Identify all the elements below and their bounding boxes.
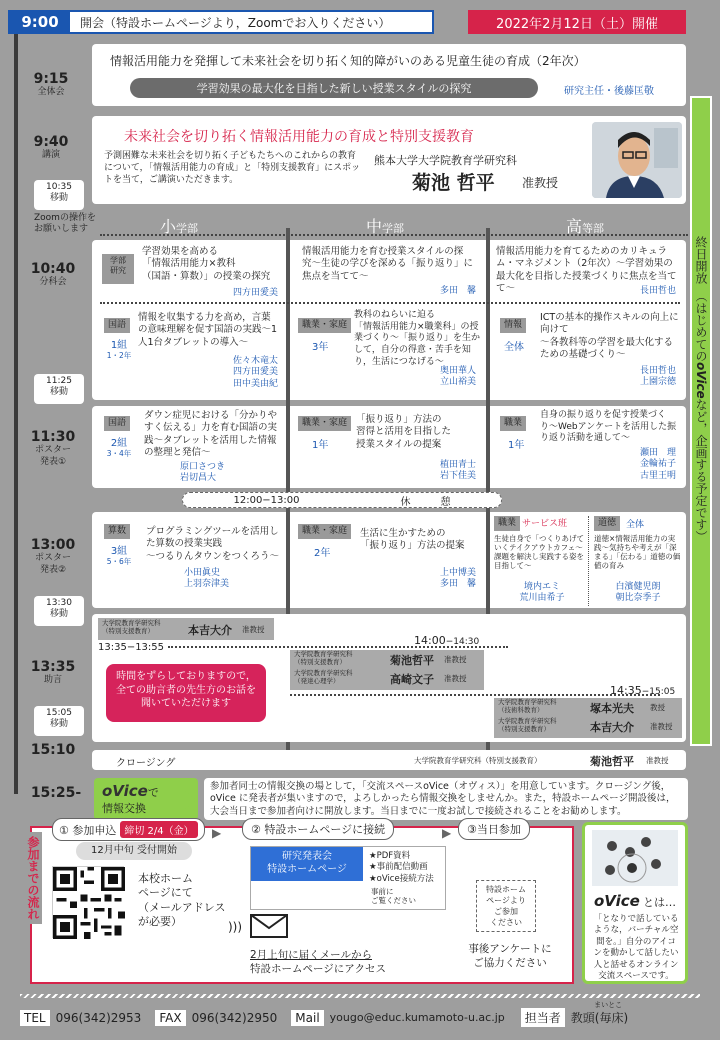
s1-mid-names: 多田 馨 [439, 286, 476, 296]
p2-elem-names: 小田眞史 上羽奈津美 [184, 568, 230, 590]
time-1130: 11:30 ポスター 発表① [30, 429, 76, 467]
lecture-rank: 准教授 [522, 176, 559, 190]
lunch-label: 休 憩 [400, 496, 451, 508]
col-separator-p1b [486, 406, 490, 488]
time-0940: 9:40 講演 [33, 134, 69, 161]
p2-high-job-tag: 職業 [494, 516, 520, 531]
flow-arrow-1: ▶ [212, 826, 222, 840]
p2-elem-tag: 算数 [104, 524, 130, 539]
col-elementary-header: 小学部 [160, 217, 199, 236]
contact-ruby: まいとこ [594, 1001, 623, 1009]
p2-mid-title: 生活に生かすための 「振り返り」方法の提案 [360, 528, 465, 552]
p2-high-moral-tag: 道徳 [594, 516, 620, 531]
p2-high-moral-names: 白濱健児朗 朝比奈季子 [615, 582, 661, 604]
p2-dotted-split [588, 516, 589, 606]
s2-elem-title: 情報を収集する力を高め，言葉の意味理解を促す国語の実践〜1人1台タブレットの導入〜 [138, 312, 278, 348]
flow-start: 12月中旬 受付開始 [76, 842, 192, 860]
open-text: 開会（特設ホームページより，Zoomでお入りください） [80, 15, 391, 30]
p2-mid-grade: 2年 [314, 548, 331, 559]
lunch-time: 12:00−13:00 [233, 494, 300, 506]
p1-high-title: 自身の振り返りを促す授業づくり〜Webアンケートを活用した振り返り活動を通して〜 [540, 410, 677, 444]
closing-name: 菊池哲平 [590, 755, 634, 768]
fax-value: 096(342)2950 [191, 1010, 278, 1025]
timeline-line [14, 34, 18, 794]
p1-mid-names: 植田青士 岩下佳美 [439, 460, 476, 482]
col-separator-p2a [286, 512, 290, 608]
s2-mid-names: 奥田華人 立山裕美 [439, 366, 476, 388]
time-1505: 15:05 移動 [34, 706, 84, 736]
fax-label: FAX [155, 1010, 185, 1026]
p1-elem-names: 原口さつき 岩切昌大 [180, 462, 226, 484]
advice-2-box: 大学院教育学研究科 （特別支援教育） 菊池哲平 准教授 大学院教育学研究科 （発達心理学） 高崎文子 准教授 [290, 650, 484, 690]
footer-divider [20, 994, 700, 998]
open-time: 9:00 [10, 12, 70, 32]
plenary-title: 情報活用能力を発揮して未来社会を切り拓く知的障がいのある児童生徒の育成（2年次） [110, 54, 586, 68]
deadline-badge: 締切 2/4（金） [120, 821, 197, 838]
ovice-about-image [592, 830, 678, 886]
wave-icon: ))) [228, 920, 243, 934]
p1-high-grade: 1年 [508, 440, 525, 451]
hp-box [250, 846, 446, 910]
hp-items: ★PDF資料 ★事前配信動画 ★oVice接続方法 [369, 851, 434, 884]
qr-code [52, 866, 124, 938]
time-1035: 10:35 移動 [34, 180, 84, 210]
flow-vertical-label: 参加までの流れ [22, 832, 42, 924]
p2-high-moral-title: 道徳×情報活用能力の実践〜気持ちや考えが「深まる」「伝わる」道徳の価値の育み [594, 534, 681, 570]
ovice-badge: oViceで 情報交換 [94, 778, 198, 820]
s1-elem-names: 四方田愛美 [232, 288, 278, 298]
s1-high-title: 情報活用能力を育てるためのカリキュラム・マネジメント（2年次）〜学習効果の最大化を目指した授業づくりに焦点を当てて〜 [496, 246, 677, 295]
step2-header: ② 特設ホームページに接続 [242, 818, 394, 840]
s1-elem-tag: 学部 研究 [102, 254, 134, 284]
col-separator-p2b [486, 512, 490, 608]
advice-note: 時間をずらしておりますので，全ての助言者の先生方のお話を聞いていただけます [106, 664, 266, 722]
lecturer-photo [592, 122, 682, 198]
tel-value[interactable]: 096(342)2953 [55, 1010, 142, 1025]
time-1300: 13:00 ポスター 発表② [30, 537, 76, 575]
zoom-note: Zoomの操作を お願いします [34, 213, 96, 235]
ovice-brand: oVice [102, 782, 148, 800]
s2-elem-names: 佐々木竜太 四方田愛美 田中美由紀 [232, 356, 278, 389]
p1-elem-title: ダウン症児における「分かりやすく伝える」力を育む国語の実践〜タブレットを活用した情報の整理と発信〜 [144, 410, 278, 459]
p2-elem-grade: 3組 5・6年 [106, 546, 132, 566]
footer [20, 1001, 710, 1027]
lunch-bar [182, 492, 502, 508]
time-1125: 11:25 移動 [34, 374, 84, 404]
contact-label: 担当者 [521, 1008, 565, 1027]
s1-high-names: 長田哲也 [639, 286, 676, 296]
plenary-subtitle: 学習効果の最大化を目指した新しい授業スタイルの探究 [130, 78, 538, 98]
col-separator-p1a [286, 406, 290, 488]
s2-mid-title: 教科のねらいに迫る 「情報活用能力×職業科」の授業づくり〜「振り返り」を生かして，自分の得意・苦手を知り，生活につなげる〜 [354, 310, 481, 367]
p1-mid-tag: 職業・家庭 [298, 416, 351, 431]
p2-high-moral-grade: 全体 [626, 519, 645, 530]
mail-label: Mail [291, 1010, 323, 1026]
ovice-about-brand: oVice [594, 892, 640, 910]
lecture-affil: 熊本大学大学院教育学研究科 [374, 154, 517, 167]
p2-high-job-title: 生徒自身で「つくりあげていくテイクアウトカフェ〜課題を解決し実践する姿を目指して〜 [494, 534, 584, 570]
divider-line [100, 234, 688, 236]
time-1525: 15:25- [30, 785, 82, 801]
col-middle-header: 中学部 [366, 217, 405, 236]
p1-elem-tag: 国語 [104, 416, 130, 431]
ovice-about-title: oVice とは… [594, 892, 677, 910]
advice-2-time: 14:00−14:30 [414, 634, 480, 647]
lecture-card [92, 116, 686, 204]
col-high-header: 高等部 [566, 217, 605, 236]
advice-3-box: 大学院教育学研究科 （技術科教育） 塚本光夫 教授 大学院教育学研究科 （特別支援教育） 本吉大介 准教授 [494, 698, 682, 738]
p1-elem-grade: 2組 3・4年 [106, 438, 132, 458]
mail-value[interactable]: yougo@educ.kumamoto-u.ac.jp [329, 1011, 505, 1024]
p2-high-job-group: サービス班 [522, 519, 568, 529]
closing-rank: 准教授 [646, 756, 669, 765]
time-1330: 13:30 移動 [34, 596, 84, 626]
p1-high-names: 瀬田 理 金輪祐子 古里王明 [639, 448, 676, 481]
ovice-about-desc: 「となりで話しているような，バーチャル空間を。」自分のアイコンを動かして話したい人と話せるオンライン交流スペースです。 [593, 914, 679, 982]
closing-affil: 大学院教育学研究科（特別支援教育） [414, 756, 542, 765]
mail-icon [250, 914, 288, 941]
s1-dotted [100, 302, 680, 304]
flow-arrow-2: ▶ [442, 826, 452, 840]
step1-header: ① 参加申込 締切 2/4（金） [52, 818, 205, 841]
lecture-desc: 予測困難な未来社会を切り拓く子どもたちへのこれからの教育について，「情報活用能力の育成」と「特別支援教育」にスポットを当て，ご講演いただきます。 [104, 151, 361, 186]
side-banner-text: 終日開放 （はじめてのoViceなど，企画する予定です） [694, 236, 708, 543]
s2-elem-grade: 1組 1・2年 [106, 340, 132, 360]
time-1510: 15:10 [30, 742, 76, 758]
closing-label: クロージング [116, 758, 176, 769]
advice-1-time: 13:35−13:55 [98, 642, 165, 653]
tel-label: TEL [20, 1010, 50, 1026]
side-banner-brand: oVice [694, 362, 708, 399]
advice-3-time: 14:35−15:05 [610, 684, 676, 697]
p2-high-job-tags [494, 516, 567, 531]
contact-value: まいとこ 教頭(毎床) [570, 1001, 629, 1025]
plenary-presenter: 研究主任・後藤匡敬 [564, 86, 654, 97]
closing-bar [92, 750, 686, 770]
p2-high-job-names: 境内エミ 荒川由希子 [519, 582, 565, 604]
p2-elem-title: プログラミングツールを活用した算数の授業実践 〜つるりんタウンをつくろう〜 [146, 526, 280, 562]
s2-high-title: ICTの基本的操作スキルの向上に向けて 〜各教科等の学習を最大化するための基礎づくり〜 [540, 312, 679, 361]
advice-1-box: 大学院教育学研究科 （特別支援教育） 本吉大介 准教授 [98, 618, 274, 640]
header-bar [8, 10, 434, 34]
time-0915: 9:15 全体会 [33, 71, 69, 98]
s2-high-grade: 全体 [504, 342, 524, 353]
step3-box: 特設ホーム ページより ご参加 ください [476, 880, 536, 932]
s2-mid-tag: 職業・家庭 [298, 318, 351, 333]
ovice-desc: 参加者同士の情報交換の場として，「交流スペースoVice（オヴィス）」を用意しています。クロージング後，oVice に発表者が集いますので，よろしかったら情報交換をしませんか。また，特設ホームページ開設後は，大会当日まで参加者向けに開放します。当日までに一度お試しで接続されることをお勧めします。 [204, 778, 688, 820]
p2-mid-names: 上中博美 多田 馨 [439, 568, 476, 590]
s1-elem-title: 学習効果を高める 「情報活用能力×教科 （国語・算数）」の授業の探究 [142, 246, 271, 282]
hp-title: 研究発表会 特設ホームページ [251, 847, 363, 881]
advice-2-dots [290, 694, 660, 696]
event-date: 2022年2月12日（土）開催 [468, 10, 686, 34]
p2-mid-tag: 職業・家庭 [298, 524, 351, 539]
s1-mid-title: 情報活用能力を育む授業スタイルの探究〜生徒の学びを深める「振り返り」に焦点を当てて〜 [302, 246, 474, 282]
ovice-arrow [184, 790, 196, 810]
s2-high-tag: 情報 [500, 318, 526, 333]
lecture-name: 菊池 哲平 [412, 172, 495, 194]
mail-text: 2月上旬に届くメールから 特設ホームページにアクセス [250, 949, 386, 976]
p1-mid-title: 「振り返り」方法の 習得と活用を目指した 授業スタイルの提案 [356, 414, 452, 450]
hp-note: 事前に ご覧ください [371, 887, 416, 905]
time-1335: 13:35 助言 [30, 659, 76, 686]
s2-high-names: 長田哲也 上園宗徳 [639, 366, 676, 388]
plenary-card [92, 44, 686, 106]
p2-high-moral [594, 516, 644, 531]
s2-mid-grade: 3年 [312, 342, 329, 353]
time-1040: 10:40 分科会 [30, 261, 76, 288]
s2-elem-tag: 国語 [104, 318, 130, 333]
survey-text: 事後アンケートに ご協力ください [468, 943, 552, 970]
p1-high-tag: 職業 [500, 416, 526, 431]
lecture-title: 未来社会を切り拓く情報活用能力の育成と特別支援教育 [124, 129, 474, 145]
p1-mid-grade: 1年 [312, 440, 329, 451]
step3-header: ③当日参加 [458, 818, 530, 840]
step1-text: 本校ホーム ページにて （メールアドレス が必要） [138, 872, 226, 928]
